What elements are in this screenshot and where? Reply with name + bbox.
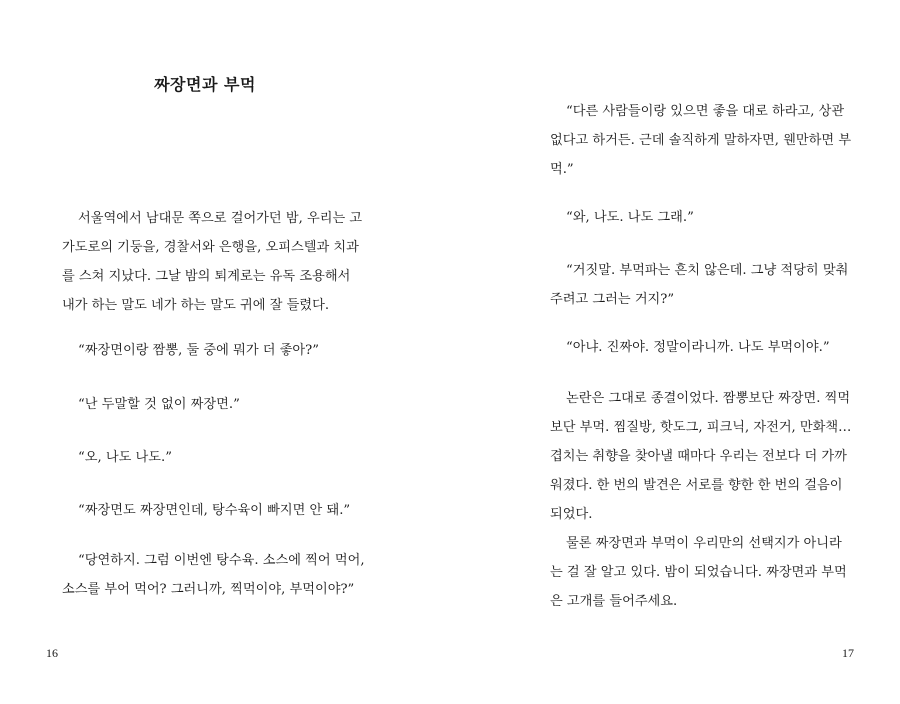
text-line: 소스를 부어 먹어? 그러니까, 찍먹이야, 부먹이야?” xyxy=(62,582,355,597)
dialogue-line xyxy=(62,443,172,472)
page-number: 16 xyxy=(46,646,58,660)
dialogue-paragraph xyxy=(62,546,365,604)
text-line: “당연하지. 그럼 이번엔 탕수육. 소스에 찍어 먹어, xyxy=(78,553,365,568)
dialogue-line xyxy=(550,333,830,362)
text-line: 없다고 하거든. 근데 솔직하게 말하자면, 웬만하면 부 xyxy=(550,133,852,148)
narration-paragraph xyxy=(62,204,362,320)
text-line: “짜장면도 짜장면인데, 탕수육이 빠지면 안 돼.” xyxy=(78,503,351,518)
page-number: 17 xyxy=(842,646,854,660)
text-line: 겹치는 취향을 찾아낼 때마다 우리는 전보다 더 가까 xyxy=(550,449,847,464)
text-line: 는 걸 잘 알고 있다. 밤이 되었습니다. 짜장면과 부먹 xyxy=(550,565,847,580)
text-line: “와, 나도. 나도 그래.” xyxy=(566,210,694,225)
text-line: “다른 사람들이랑 있으면 좋을 대로 하라고, 상관 xyxy=(566,104,845,119)
dialogue-line xyxy=(62,336,319,365)
text-line: “오, 나도 나도.” xyxy=(78,450,172,465)
text-line: 를 스쳐 지났다. 그날 밤의 퇴계로는 유독 조용해서 xyxy=(62,269,351,284)
text-line: “난 두말할 것 없이 짜장면.” xyxy=(78,397,240,412)
text-line: 서울역에서 남대문 쪽으로 걸어가던 밤, 우리는 고 xyxy=(78,211,363,226)
dialogue-paragraph xyxy=(550,256,848,314)
closing-paragraph xyxy=(550,384,851,529)
closing-paragraph xyxy=(550,529,847,616)
right-page xyxy=(450,0,900,704)
text-line: 되었다. xyxy=(550,507,593,522)
dialogue-paragraph xyxy=(550,97,851,184)
text-line: 보단 부먹. 찜질방, 핫도그, 피크닉, 자전거, 만화책… xyxy=(550,420,852,435)
text-line: “짜장면이랑 짬뽕, 둘 중에 뭐가 더 좋아?” xyxy=(78,343,319,358)
chapter-title: 짜장면과 부먹 xyxy=(154,75,256,94)
text-line: 먹.” xyxy=(550,162,574,177)
dialogue-line xyxy=(550,203,694,232)
text-line: 내가 하는 말도 네가 하는 말도 귀에 잘 들렸다. xyxy=(62,298,330,313)
text-line: 워졌다. 한 번의 발견은 서로를 향한 한 번의 걸음이 xyxy=(550,478,843,493)
text-line: 가도로의 기둥을, 경찰서와 은행을, 오피스텔과 치과 xyxy=(62,240,359,255)
text-line: “아냐. 진짜야. 정말이라니까. 나도 부먹이야.” xyxy=(566,340,830,355)
text-line: 논란은 그대로 종결이었다. 짬뽕보단 짜장면. 찍먹 xyxy=(566,391,851,406)
text-line: 물론 짜장면과 부먹이 우리만의 선택지가 아니라 xyxy=(566,536,842,551)
text-line: 은 고개를 들어주세요. xyxy=(550,594,678,609)
text-line: “거짓말. 부먹파는 흔치 않은데. 그냥 적당히 맞춰 xyxy=(566,263,849,278)
text-line: 주려고 그러는 거지?” xyxy=(550,292,675,307)
dialogue-line xyxy=(62,496,350,525)
dialogue-line xyxy=(62,390,240,419)
